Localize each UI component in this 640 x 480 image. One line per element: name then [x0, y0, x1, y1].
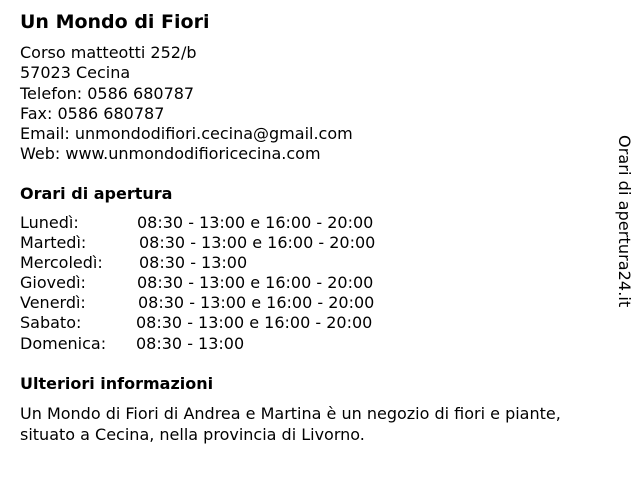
time-value: 08:30 - 13:00 e 16:00 - 20:00	[139, 233, 376, 253]
hours-row-monday	[20, 213, 440, 233]
web-line: Web: www.unmondodifioricecina.com	[20, 144, 321, 164]
info-heading: Ulteriori informazioni	[20, 374, 214, 393]
day-label: Martedì:	[20, 233, 87, 253]
hours-row-sunday	[20, 334, 440, 354]
time-value: 08:30 - 13:00	[139, 253, 248, 273]
time-value: 08:30 - 13:00 e 16:00 - 20:00	[136, 313, 373, 333]
day-label: Lunedì:	[20, 213, 79, 232]
hours-table	[20, 213, 440, 354]
time-value: 08:30 - 13:00	[136, 333, 245, 353]
fax-line: Fax: 0586 680787	[20, 103, 165, 123]
day-label: Mercoledì:	[20, 253, 103, 273]
hours-row-saturday	[20, 313, 440, 333]
hours-row-friday	[20, 293, 440, 313]
hours-heading: Orari di apertura	[20, 184, 173, 203]
day-label: Sabato:	[20, 313, 82, 333]
watermark-text: Orari di apertura24.it	[615, 135, 634, 308]
day-label: Giovedì:	[20, 273, 86, 293]
day-label: Domenica:	[20, 333, 107, 353]
city-line: 57023 Cecina	[20, 63, 131, 83]
time-value: 08:30 - 13:00 e 16:00 - 20:00	[138, 293, 375, 313]
hours-row-wednesday	[20, 253, 440, 273]
hours-row-tuesday	[20, 233, 440, 253]
time-value: 08:30 - 13:00 e 16:00 - 20:00	[137, 213, 374, 232]
shop-description	[20, 404, 620, 445]
shop-name: Un Mondo di Fiori	[20, 11, 210, 33]
watermark	[611, 135, 637, 310]
hours-row-thursday	[20, 273, 440, 293]
day-label: Venerdì:	[20, 293, 86, 313]
email-line: Email: unmondodifiori.cecina@gmail.com	[20, 124, 353, 144]
description-line: Un Mondo di Fiori di Andrea e Martina è un negozio di fiori e piante,	[20, 404, 561, 423]
phone-line: Telefon: 0586 680787	[20, 83, 195, 103]
address-line: Corso matteotti 252/b	[20, 43, 197, 62]
time-value: 08:30 - 13:00 e 16:00 - 20:00	[137, 273, 374, 293]
description-line: situato a Cecina, nella provincia di Livorno.	[20, 424, 365, 444]
contact-block	[20, 43, 353, 165]
